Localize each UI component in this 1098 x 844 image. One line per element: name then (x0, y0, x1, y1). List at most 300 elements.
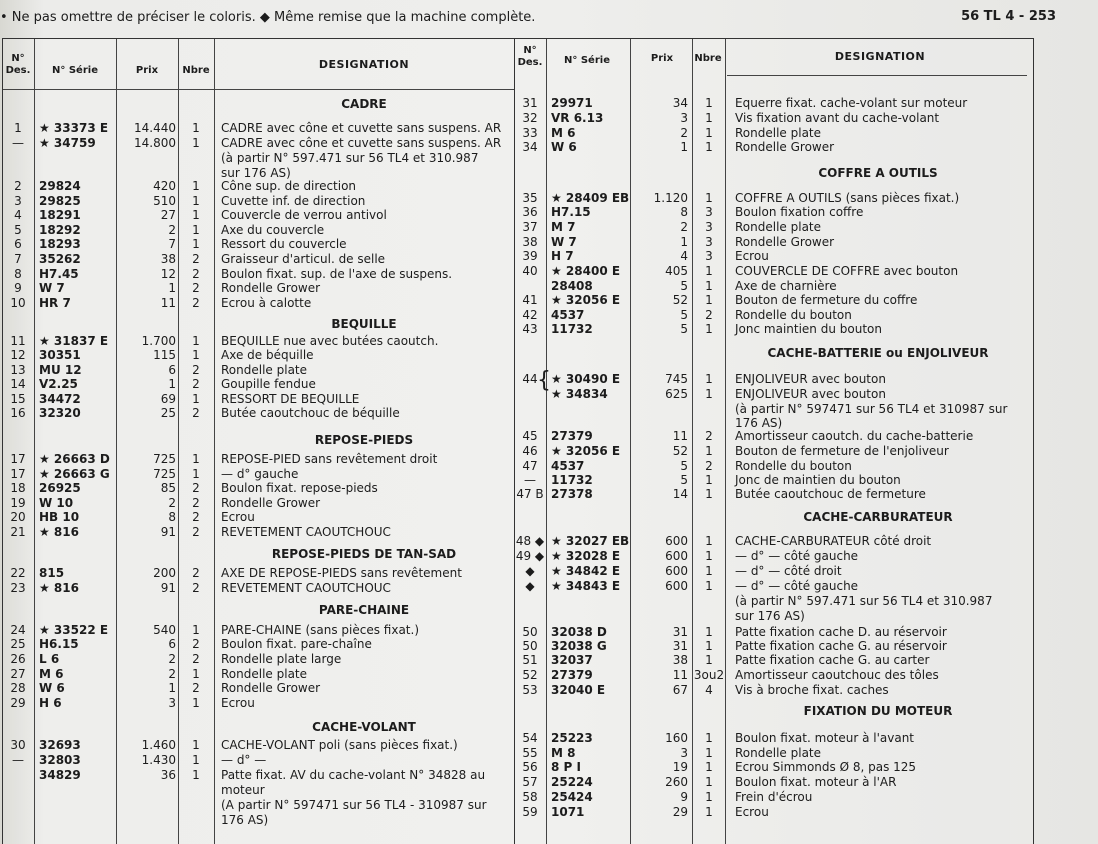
quantity: 1 (705, 639, 713, 653)
table-row (515, 625, 1033, 640)
table-row (3, 136, 515, 151)
designation: Amortisseur caoutchouc des tôles (735, 668, 939, 682)
price: 91 (160, 581, 176, 595)
designation: — d° — côté droit (735, 564, 842, 578)
price: 11 (672, 668, 688, 682)
price: 85 (160, 481, 176, 495)
price: 6 (168, 637, 176, 651)
ref-number: — (12, 753, 24, 767)
serial-number: W 7 (39, 281, 65, 295)
designation: Jonc de maintien du bouton (735, 473, 901, 487)
price: 19 (672, 760, 688, 774)
left-table (2, 38, 515, 844)
price: 25 (160, 406, 176, 420)
quantity: 1 (705, 549, 713, 563)
table-row (3, 652, 515, 667)
table-row (515, 372, 1033, 387)
designation: CACHE-VOLANT poli (sans pièces fixat.) (221, 738, 458, 752)
quantity: 1 (705, 264, 713, 278)
designation: (à partir N° 597471 sur 56 TL4 et 310987 sur (735, 402, 1008, 416)
table-row (515, 731, 1033, 746)
serial-number: ★ 32027 EB (551, 534, 630, 548)
ref-number: — (12, 136, 24, 150)
designation: — d° — côté gauche (735, 549, 859, 563)
serial-number: 26925 (39, 481, 81, 495)
table-row (3, 768, 515, 783)
ref-number: 39 (522, 249, 538, 263)
table-row (3, 738, 515, 753)
designation: Boulon fixat. moteur à l'AR (735, 775, 897, 789)
ref-number: 13 (10, 363, 26, 377)
designation: Couvercle de verrou antivol (221, 208, 387, 222)
serial-number: 25223 (551, 731, 593, 745)
serial-number: 18292 (39, 223, 81, 237)
header-prix: Prix (650, 53, 674, 64)
ref-number: 41 (522, 293, 538, 307)
designation: Rondelle du bouton (735, 459, 852, 473)
table-row (3, 194, 515, 209)
quantity: 1 (705, 473, 713, 487)
header-des: N° Des. (5, 53, 31, 76)
quantity: 1 (705, 805, 713, 819)
price: 3 (168, 696, 176, 710)
price: 540 (153, 623, 176, 637)
designation: — d° — (221, 753, 267, 767)
serial-number: 18291 (39, 208, 81, 222)
serial-number: M 6 (39, 667, 64, 681)
table-row (515, 668, 1033, 683)
table-row (3, 510, 515, 525)
table-row (515, 790, 1033, 805)
quantity: 3 (705, 249, 713, 263)
quantity: 1 (192, 136, 200, 150)
brace-icon: { (537, 368, 551, 393)
serial-number: 27379 (551, 429, 593, 443)
designation: REVETEMENT CAOUTCHOUC (221, 525, 391, 539)
serial-number: 11732 (551, 473, 593, 487)
designation: Patte fixation cache G. au réservoir (735, 639, 947, 653)
table-row (3, 798, 515, 813)
ref-number: 52 (522, 668, 538, 682)
price: 1 (680, 140, 688, 154)
table-row (515, 279, 1033, 294)
price: 2 (168, 223, 176, 237)
ref-number: 17 (10, 452, 26, 466)
designation: Rondelle du bouton (735, 308, 852, 322)
designation: Cuvette inf. de direction (221, 194, 366, 208)
quantity: 1 (705, 191, 713, 205)
price: 420 (153, 179, 176, 193)
ref-number: ◆ (525, 579, 535, 593)
ref-number: 10 (10, 296, 26, 310)
designation: sur 176 AS) (221, 166, 291, 180)
table-row (3, 281, 515, 296)
quantity: 1 (192, 738, 200, 752)
table-row (515, 444, 1033, 459)
designation: Axe de charnière (735, 279, 837, 293)
price: 14.440 (134, 121, 176, 135)
price: 405 (665, 264, 688, 278)
section-title: CACHE-BATTERIE ou ENJOLIVEUR (767, 346, 989, 360)
designation: Ecrou Simmonds Ø 8, pas 125 (735, 760, 917, 774)
serial-number: ★ 816 (39, 525, 79, 539)
designation: Rondelle plate (735, 220, 822, 234)
table-row (3, 681, 515, 696)
price: 12 (160, 267, 176, 281)
designation: — d° — côté gauche (735, 579, 859, 593)
quantity: 1 (192, 237, 200, 251)
table-row (3, 151, 515, 166)
serial-number: H 6 (39, 696, 62, 710)
designation: Frein d'écrou (735, 790, 813, 804)
ref-number: 59 (522, 805, 538, 819)
price: 14 (672, 487, 688, 501)
designation: Ecrou (735, 249, 769, 263)
designation: (A partir N° 597471 sur 56 TL4 - 310987 sur (221, 798, 487, 812)
ref-number: 16 (10, 406, 26, 420)
serial-number: ★ 34842 E (551, 564, 621, 578)
quantity: 2 (192, 510, 200, 524)
quantity: 1 (705, 293, 713, 307)
price: 9 (680, 790, 688, 804)
table-row (515, 594, 1033, 609)
ref-number: 28 (10, 681, 26, 695)
ref-number: 31 (522, 96, 538, 110)
ref-number: 21 (10, 525, 26, 539)
price: 1 (680, 235, 688, 249)
price: 115 (153, 348, 176, 362)
quantity: 1 (705, 746, 713, 760)
serial-number: M 8 (551, 746, 576, 760)
serial-number: ★ 34834 (551, 387, 608, 401)
price: 3 (680, 111, 688, 125)
designation: Cône sup. de direction (221, 179, 357, 193)
table-row (3, 637, 515, 652)
table-row (3, 179, 515, 194)
designation: Boulon fixat. moteur à l'avant (735, 731, 915, 745)
quantity: 1 (192, 223, 200, 237)
quantity: 2 (705, 429, 713, 443)
quantity: 2 (192, 267, 200, 281)
table-row (515, 387, 1033, 402)
price: 38 (160, 252, 176, 266)
serial-number: ★ 32056 E (551, 293, 621, 307)
quantity: 1 (192, 334, 200, 348)
quantity: 1 (705, 96, 713, 110)
section-title: COFFRE A OUTILS (818, 166, 938, 180)
serial-number: H7.15 (551, 205, 591, 219)
table-row (515, 549, 1033, 564)
designation: Rondelle plate large (221, 652, 342, 666)
designation: Rondelle plate (735, 746, 822, 760)
section-title: REPOSE-PIEDS DE TAN-SAD (271, 547, 457, 561)
ref-number: 34 (522, 140, 538, 154)
price: 5 (680, 308, 688, 322)
ref-number: 53 (522, 683, 538, 697)
price: 36 (160, 768, 176, 782)
serial-number: ★ 28400 E (551, 264, 621, 278)
designation: Ecrou (221, 510, 255, 524)
ref-number: 49 ◆ (515, 549, 545, 563)
table-row (3, 237, 515, 252)
ref-number: 14 (10, 377, 26, 391)
quantity: 1 (705, 444, 713, 458)
serial-number: 27379 (551, 668, 593, 682)
serial-number: 29971 (551, 96, 593, 110)
serial-number: M 7 (551, 220, 576, 234)
table-row (3, 753, 515, 768)
designation: REVETEMENT CAOUTCHOUC (221, 581, 391, 595)
table-row (3, 267, 515, 282)
quantity: 1 (192, 121, 200, 135)
serial-number: 4537 (551, 459, 585, 473)
designation: Rondelle Grower (735, 140, 835, 154)
quantity: 1 (705, 279, 713, 293)
quantity: 2 (192, 566, 200, 580)
table-row (515, 322, 1033, 337)
quantity: 2 (192, 296, 200, 310)
table-row (515, 760, 1033, 775)
serial-number: ★ 32056 E (551, 444, 621, 458)
ref-number: 48 ◆ (515, 534, 545, 548)
ref-number: 18 (10, 481, 26, 495)
serial-number: ★ 31837 E (39, 334, 109, 348)
designation: Rondelle plate (221, 667, 308, 681)
designation: Rondelle Grower (221, 681, 321, 695)
ref-number: 42 (522, 308, 538, 322)
designation: Axe de béquille (221, 348, 314, 362)
serial-number: ★ 32028 E (551, 549, 621, 563)
price: 1 (168, 681, 176, 695)
table-row (3, 377, 515, 392)
serial-number: 32693 (39, 738, 81, 752)
designation: PARE-CHAINE (sans pièces fixat.) (221, 623, 420, 637)
quantity: 2 (192, 252, 200, 266)
price: 1.460 (141, 738, 176, 752)
serial-number: 34829 (39, 768, 81, 782)
table-row (3, 525, 515, 540)
ref-number: 40 (522, 264, 538, 278)
price: 1.700 (141, 334, 176, 348)
designation: Rondelle Grower (221, 496, 321, 510)
header-nbre: Nbre (694, 53, 722, 64)
ref-number: 47 (522, 459, 538, 473)
serial-number: VR 6.13 (551, 111, 604, 125)
serial-number: 30351 (39, 348, 81, 362)
ref-number: 11 (10, 334, 26, 348)
table-row (3, 406, 515, 421)
quantity: 1 (705, 487, 713, 501)
serial-number: W 7 (551, 235, 577, 249)
serial-number: ★ 28409 EB (551, 191, 630, 205)
designation: (à partir N° 597.471 sur 56 TL4 et 310.987 (735, 594, 993, 608)
table-row (515, 564, 1033, 579)
ref-number: 32 (522, 111, 538, 125)
quantity: 2 (705, 459, 713, 473)
serial-number: 29824 (39, 179, 81, 193)
section-title: BEQUILLE (331, 317, 397, 331)
ref-number: 30 (10, 738, 26, 752)
quantity: 1 (192, 696, 200, 710)
quantity: 1 (705, 579, 713, 593)
header-note: • Ne pas omettre de préciser le coloris. ◆ Même remise que la machine complète. (0, 10, 536, 25)
designation: 176 AS) (735, 416, 783, 430)
serial-number: W 6 (39, 681, 65, 695)
header-serie: N° Série (564, 55, 610, 66)
ref-number: 15 (10, 392, 26, 406)
designation: Ecrou (735, 805, 769, 819)
table-row (515, 746, 1033, 761)
quantity: 1 (705, 760, 713, 774)
quantity: 2 (192, 281, 200, 295)
serial-number: W 6 (551, 140, 577, 154)
table-row (515, 126, 1033, 141)
price: 29 (672, 805, 688, 819)
price: 1 (168, 377, 176, 391)
ref-number: 33 (522, 126, 538, 140)
price: 1.430 (141, 753, 176, 767)
table-row (3, 223, 515, 238)
designation: Boulon fixat. pare-chaîne (221, 637, 372, 651)
quantity: 1 (192, 194, 200, 208)
serial-number: 18293 (39, 237, 81, 251)
price: 2 (680, 220, 688, 234)
price: 69 (160, 392, 176, 406)
price: 7 (168, 237, 176, 251)
serial-number: 32037 (551, 653, 593, 667)
serial-number: 1071 (551, 805, 585, 819)
table-row (515, 308, 1033, 323)
quantity: 1 (192, 467, 200, 481)
ref-number: 26 (10, 652, 26, 666)
designation: REPOSE-PIED sans revêtement droit (221, 452, 438, 466)
designation: COFFRE A OUTILS (sans pièces fixat.) (735, 191, 960, 205)
price: 67 (672, 683, 688, 697)
price: 510 (153, 194, 176, 208)
serial-number: ★ 34843 E (551, 579, 621, 593)
table-row (3, 363, 515, 378)
table-row (3, 208, 515, 223)
designation: Axe du couvercle (221, 223, 325, 237)
serial-number: 29825 (39, 194, 81, 208)
designation: Vis fixation avant du cache-volant (735, 111, 940, 125)
ref-number: 44 (522, 372, 538, 386)
quantity: 1 (705, 140, 713, 154)
serial-number: ★ 30490 E (551, 372, 621, 386)
quantity: 3 (705, 205, 713, 219)
table-row (3, 566, 515, 581)
quantity: 1 (705, 653, 713, 667)
table-row (3, 783, 515, 798)
table-row (515, 473, 1033, 488)
quantity: 1 (192, 392, 200, 406)
price: 14.800 (134, 136, 176, 150)
designation: Patte fixat. AV du cache-volant N° 34828 au (221, 768, 486, 782)
serial-number: V2.25 (39, 377, 78, 391)
price: 600 (665, 549, 688, 563)
designation: Rondelle plate (221, 363, 308, 377)
designation: Equerre fixat. cache-volant sur moteur (735, 96, 968, 110)
serial-number: 34472 (39, 392, 81, 406)
table-row (515, 639, 1033, 654)
designation: BEQUILLE nue avec butées caoutch. (221, 334, 439, 348)
serial-number: 815 (39, 566, 65, 580)
serial-number: 32040 E (551, 683, 606, 697)
ref-number: 57 (522, 775, 538, 789)
price: 91 (160, 525, 176, 539)
table-row (3, 392, 515, 407)
price: 4 (680, 249, 688, 263)
ref-number: 54 (522, 731, 538, 745)
serial-number: M 6 (551, 126, 576, 140)
price: 34 (672, 96, 688, 110)
designation: Butée caoutchouc de fermeture (735, 487, 926, 501)
ref-number: 27 (10, 667, 26, 681)
section-title: FIXATION DU MOTEUR (803, 704, 953, 718)
designation: moteur (221, 783, 265, 797)
section-title: REPOSE-PIEDS (314, 433, 414, 447)
designation: COUVERCLE DE COFFRE avec bouton (735, 264, 959, 278)
ref-number: 17 (10, 467, 26, 481)
price: 2 (168, 667, 176, 681)
serial-number: 11732 (551, 322, 593, 336)
table-row (3, 348, 515, 363)
designation: Bouton de fermeture du coffre (735, 293, 918, 307)
header-des: N° Des. (517, 45, 543, 68)
designation: AXE DE REPOSE-PIEDS sans revêtement (221, 566, 462, 580)
price: 52 (672, 444, 688, 458)
table-row (515, 459, 1033, 474)
table-row (3, 581, 515, 596)
quantity: 2 (192, 637, 200, 651)
quantity: 2 (192, 581, 200, 595)
ref-number: 45 (522, 429, 538, 443)
table-row (515, 579, 1033, 594)
table-row (515, 293, 1033, 308)
ref-number: 8 (14, 267, 22, 281)
section-title: CACHE-VOLANT (312, 720, 416, 734)
quantity: 1 (192, 768, 200, 782)
table-row (3, 496, 515, 511)
price: 52 (672, 293, 688, 307)
price: 1.120 (653, 191, 688, 205)
right-table (514, 38, 1034, 844)
section-title: PARE-CHAINE (318, 603, 410, 617)
price: 600 (665, 579, 688, 593)
designation: Patte fixation cache D. au réservoir (735, 625, 947, 639)
serial-number: ★ 33373 E (39, 121, 109, 135)
header-designation: DESIGNATION (318, 58, 410, 71)
price: 200 (153, 566, 176, 580)
table-row (515, 111, 1033, 126)
price: 725 (153, 452, 176, 466)
table-row (515, 609, 1033, 624)
serial-number: HB 10 (39, 510, 80, 524)
designation: Boulon fixat. sup. de l'axe de suspens. (221, 267, 453, 281)
header-serie: N° Série (52, 65, 98, 76)
quantity: 1 (705, 111, 713, 125)
designation: Amortisseur caoutch. du cache-batterie (735, 429, 974, 443)
price: 3 (680, 746, 688, 760)
ref-number: 50 (522, 625, 538, 639)
table-row (515, 805, 1033, 820)
ref-number: 23 (10, 581, 26, 595)
table-row (515, 264, 1033, 279)
ref-number: ◆ (525, 564, 535, 578)
ref-number: 22 (10, 566, 26, 580)
quantity: 1 (705, 372, 713, 386)
quantity: 2 (192, 681, 200, 695)
